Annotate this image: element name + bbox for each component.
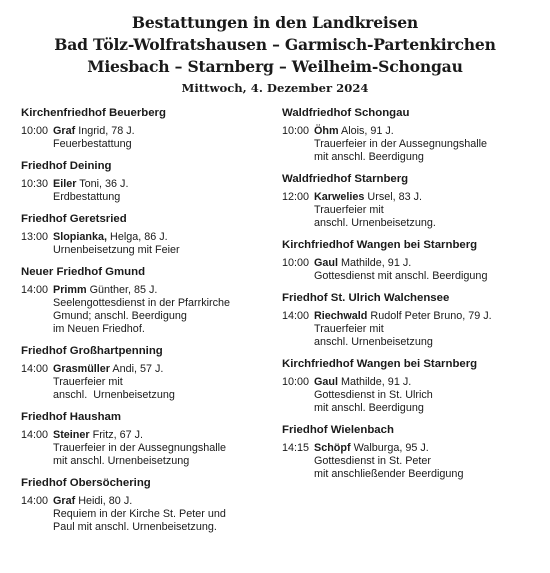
deceased-surname: Eiler: [53, 178, 77, 190]
ceremony-detail: mit anschl. Beerdigung: [314, 151, 424, 163]
deceased-details: Ursel, 83 J.: [364, 191, 423, 203]
deceased-details: Walburga, 95 J.: [350, 442, 429, 454]
burial-time: 14:00: [282, 310, 310, 322]
burial-entry: [21, 363, 266, 402]
burial-time: 10:00: [282, 376, 310, 388]
burial-time: 14:00: [21, 429, 49, 441]
cemetery-title: Friedhof Hausham: [21, 411, 121, 423]
burial-time: 14:00: [21, 284, 49, 296]
cemetery-block: [21, 410, 266, 468]
deceased-details: Fritz, 67 J.: [89, 429, 144, 441]
deceased-surname: Grasmüller: [53, 363, 111, 375]
cemetery-title: Kirchenfriedhof Beuerberg: [21, 107, 166, 119]
ceremony-detail: anschl. Urnenbeisetzung: [314, 336, 433, 348]
burial-entry: [282, 442, 542, 481]
deceased-surname: Slopianka,: [53, 231, 108, 243]
ceremony-detail: Seelengottesdienst in der Pfarrkirche: [53, 297, 231, 309]
ceremony-detail: Trauerfeier mit: [53, 376, 123, 388]
deceased-surname: Schöpf: [314, 442, 351, 454]
ceremony-detail: anschl. Urnenbeisetzung: [53, 389, 175, 401]
cemetery-block: [282, 172, 542, 230]
ceremony-detail: Gottesdienst in St. Peter: [314, 455, 432, 467]
ceremony-detail: Trauerfeier mit: [314, 204, 384, 216]
notice-header: [0, 12, 550, 95]
burial-time: 10:30: [21, 178, 49, 190]
burial-entry: [282, 125, 542, 164]
burial-entry: [21, 231, 266, 257]
burial-entry: [282, 310, 542, 349]
ceremony-detail: Feuerbestattung: [53, 138, 132, 150]
cemetery-block: [21, 159, 266, 204]
deceased-surname: Riechwald: [314, 310, 368, 322]
burial-time: 14:15: [282, 442, 310, 454]
burial-entry: [21, 284, 266, 336]
ceremony-detail: Erdbestattung: [53, 191, 121, 203]
burial-time: 10:00: [282, 257, 310, 269]
deceased-details: Rudolf Peter Bruno, 79 J.: [367, 310, 492, 322]
cemetery-title: Waldfriedhof Starnberg: [282, 173, 409, 185]
cemetery-title: Friedhof Geretsried: [21, 213, 127, 225]
cemetery-block: [282, 423, 542, 481]
burial-time: 10:00: [21, 125, 49, 137]
cemetery-block: [21, 265, 266, 336]
burial-entry: [21, 125, 266, 151]
ceremony-detail: Trauerfeier mit: [314, 323, 384, 335]
cemetery-title: Friedhof St. Ulrich Walchensee: [282, 292, 450, 304]
header-title-line: Bestattungen in den Landkreisen: [131, 13, 419, 32]
ceremony-detail: Requiem in der Kirche St. Peter und: [53, 508, 226, 520]
cemetery-title: Friedhof Großhartpenning: [21, 345, 163, 357]
cemetery-block: [282, 291, 542, 349]
cemetery-block: [21, 106, 266, 151]
burial-entry: [282, 191, 542, 230]
burial-time: 14:00: [21, 495, 49, 507]
burial-time: 14:00: [21, 363, 49, 375]
cemetery-title: Waldfriedhof Schongau: [282, 107, 410, 119]
deceased-details: Mathilde, 91 J.: [338, 257, 412, 269]
burial-time: 12:00: [282, 191, 310, 203]
deceased-details: Günther, 85 J.: [86, 284, 158, 296]
ceremony-detail: mit anschl. Urnenbeisetzung: [53, 455, 190, 467]
left-column: [21, 106, 266, 542]
deceased-surname: Gaul: [314, 376, 338, 388]
cemetery-title: Neuer Friedhof Gmund: [21, 266, 146, 278]
cemetery-block: [21, 344, 266, 402]
ceremony-detail: mit anschließender Beerdigung: [314, 468, 464, 480]
burial-entry: [21, 178, 266, 204]
deceased-surname: Graf: [53, 125, 76, 137]
cemetery-block: [282, 357, 542, 415]
ceremony-detail: Paul mit anschl. Urnenbeisetzung.: [53, 521, 217, 533]
ceremony-detail: Trauerfeier in der Aussegnungshalle: [53, 442, 227, 454]
deceased-details: Toni, 36 J.: [76, 178, 129, 190]
ceremony-detail: Urnenbeisetzung mit Feier: [53, 244, 180, 256]
ceremony-detail: Gottesdienst in St. Ulrich: [314, 389, 433, 401]
cemetery-title: Kirchfriedhof Wangen bei Starnberg: [282, 239, 478, 251]
header-title-line: Miesbach – Starnberg – Weilheim-Schongau: [87, 57, 463, 76]
header-title-line: Bad Tölz-Wolfratshausen – Garmisch-Partenkirchen: [54, 35, 496, 54]
deceased-surname: Öhm: [314, 125, 339, 137]
burial-entry: [282, 257, 542, 283]
ceremony-detail: anschl. Urnenbeisetzung.: [314, 217, 436, 229]
cemetery-block: [282, 238, 542, 283]
cemetery-title: Kirchfriedhof Wangen bei Starnberg: [282, 358, 478, 370]
deceased-details: Mathilde, 91 J.: [338, 376, 412, 388]
right-column: [282, 106, 542, 489]
deceased-surname: Steiner: [53, 429, 90, 441]
burial-entry: [282, 376, 542, 415]
cemetery-title: Friedhof Obersöchering: [21, 477, 151, 489]
ceremony-detail: Trauerfeier in der Aussegnungshalle: [314, 138, 488, 150]
ceremony-detail: Gottesdienst mit anschl. Beerdigung: [314, 270, 488, 282]
deceased-details: Alois, 91 J.: [338, 125, 394, 137]
burial-entry: [21, 429, 266, 468]
cemetery-block: [282, 106, 542, 164]
ceremony-detail: im Neuen Friedhof.: [53, 323, 145, 335]
header-date: Mittwoch, 4. Dezember 2024: [181, 81, 369, 95]
burial-time: 10:00: [282, 125, 310, 137]
ceremony-detail: Gmund; anschl. Beerdigung: [53, 310, 187, 322]
deceased-details: Helga, 86 J.: [107, 231, 168, 243]
ceremony-detail: mit anschl. Beerdigung: [314, 402, 424, 414]
cemetery-title: Friedhof Deining: [21, 160, 112, 172]
deceased-details: Andi, 57 J.: [110, 363, 164, 375]
deceased-surname: Gaul: [314, 257, 338, 269]
cemetery-block: [21, 212, 266, 257]
deceased-surname: Primm: [53, 284, 87, 296]
cemetery-block: [21, 476, 266, 534]
deceased-surname: Graf: [53, 495, 76, 507]
deceased-details: Ingrid, 78 J.: [75, 125, 135, 137]
burial-time: 13:00: [21, 231, 49, 243]
burial-entry: [21, 495, 266, 534]
deceased-details: Heidi, 80 J.: [75, 495, 133, 507]
deceased-surname: Karwelies: [314, 191, 365, 203]
cemetery-title: Friedhof Wielenbach: [282, 424, 394, 436]
